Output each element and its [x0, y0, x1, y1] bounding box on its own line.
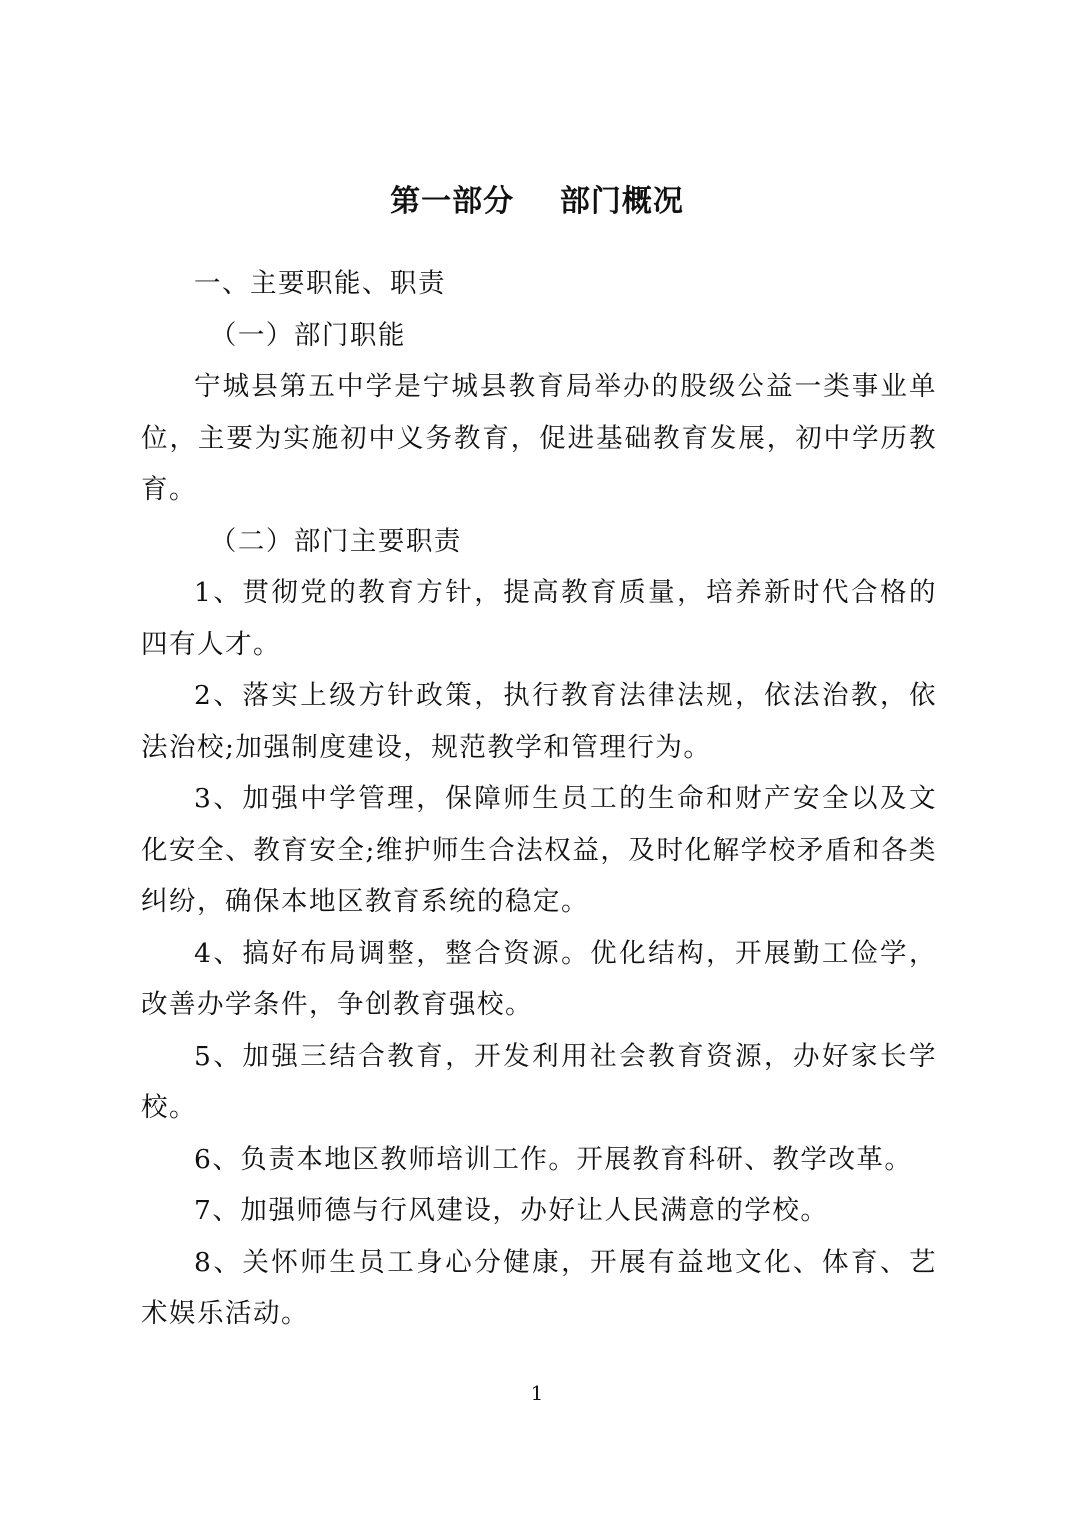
duty-item-1: 1、贯彻党的教育方针，提高教育质量，培养新时代合格的四有人才。 — [141, 577, 937, 660]
duty-item-6: 6、负责本地区教师培训工作。开展教育科研、教学改革。 — [194, 1143, 913, 1175]
duty-item-4: 4、搞好布局调整，整合资源。优化结构，开展勤工俭学，改善办学条件，争创教育强校。 — [141, 937, 937, 1020]
page-title: 第一部分 部门概况 — [390, 184, 684, 219]
subsection-heading-main-duties: （二）部门主要职责 — [209, 525, 462, 557]
duty-item-3: 3、加强中学管理，保障师生员工的生命和财产安全以及文化安全、教育安全;维护师生合法权益，及时化解学校矛盾和各类纠纷，确保本地区教育系统的稳定。 — [141, 783, 937, 917]
duty-item-5: 5、加强三结合教育，开发利用社会教育资源，办好家长学校。 — [141, 1040, 937, 1123]
page-number: 1 — [530, 1381, 544, 1405]
subsection-heading-functions: （一）部门职能 — [209, 319, 406, 351]
intro-paragraph: 宁城县第五中学是宁城县教育局举办的股级公益一类事业单位，主要为实施初中义务教育，促进基础教育发展，初中学历教育。 — [141, 371, 937, 505]
section-heading-functions-duties: 一、主要职能、职责 — [194, 268, 446, 299]
document-body — [141, 258, 937, 1340]
duty-item-2: 2、落实上级方针政策，执行教育法律法规，依法治教，依法治校;加强制度建设，规范教学和管理行为。 — [141, 680, 937, 763]
duty-item-8: 8、关怀师生员工身心分健康，开展有益地文化、体育、艺术娱乐活动。 — [141, 1246, 937, 1329]
duty-item-7: 7、加强师德与行风建设，办好让人民满意的学校。 — [194, 1195, 829, 1226]
